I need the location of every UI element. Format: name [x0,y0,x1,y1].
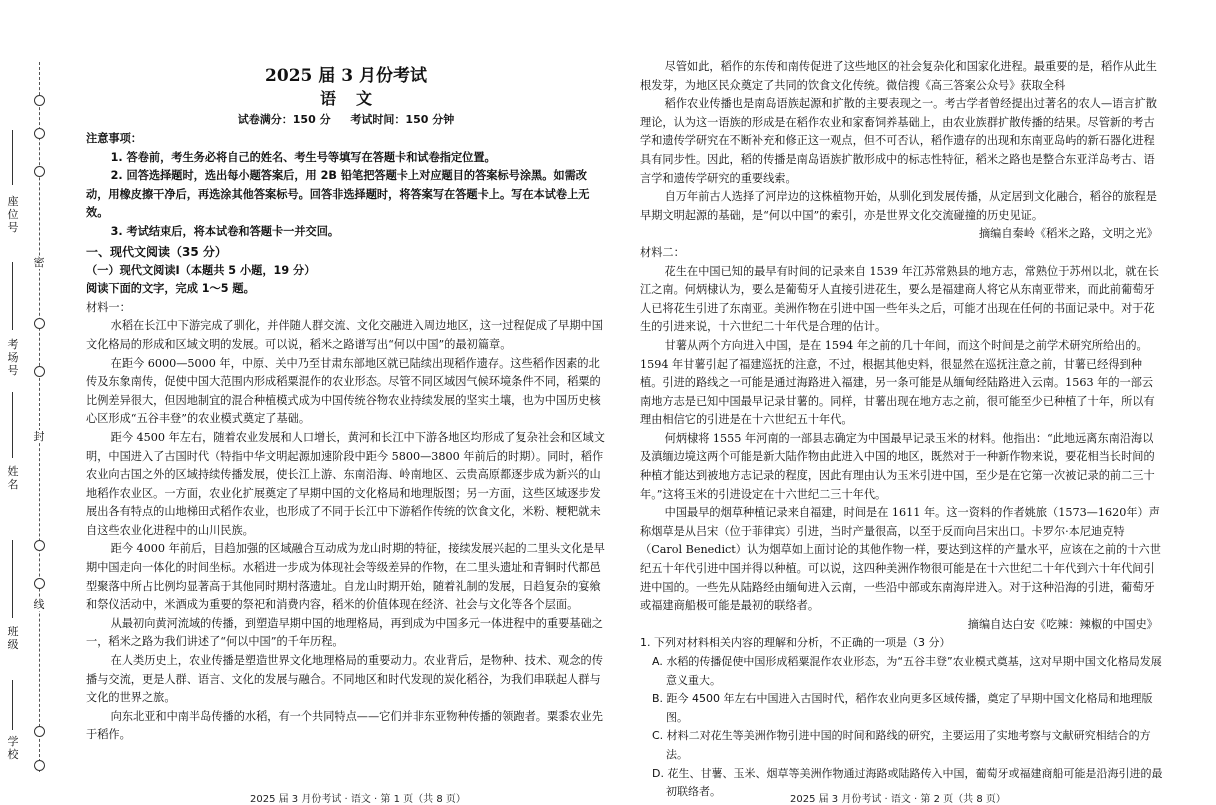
full-score: 试卷满分：150 分 [237,113,331,126]
paragraph: 稻作农业传播也是南岛语族起源和扩散的主要表现之一。考古学者曾经提出过著名的农人—语言扩散理论，认为这一语族的形成是在稻作农业和家畜饲养基础上，由农业族群扩散传播的结果。尽管新的考古学和遗传学研究在不断补充和修正这一观点，但不可否认，稻作遗存的出现和东南亚岛屿的新石器化进程具有同步性。因此，稻的传播是南岛语族扩散形成中的标志性特征，稻米之路也是整合东亚洋岛考古、语言学和遗传学研究的重要线索。 [640,97,1157,185]
school-label: 学校 [7,735,19,761]
paragraph: 花生在中国已知的最早有时间的记录来自 1539 年江苏常熟县的地方志，常熟位于苏州以北，就在长江之南。何炳棣认为，要么是葡萄牙人直接引进花生，要么是福建商人将它从东南亚带来，而此前葡萄牙人已将花生引进了东南亚。美洲作物在引进中国一些年头之后，可能才出现在任何的书面记录中。对于花生的引进来说，十六世纪二十年代是合理的估计。 [640,264,1159,334]
paragraph: 尽管如此，稻作的东传和南传促进了这些地区的社会复杂化和国家化进程。最重要的是，稻作从此生根发芽，为地区民众奠定了共同的饮食文化传统。微信搜《高三答案公众号》获取全科 [640,60,1157,92]
exam-title: 2025 届 3 月份考试 [265,66,427,86]
paragraph: 距今 4500 年左右，随着农业发展和人口增长，黄河和长江中下游各地区均形成了复杂社会和区域文明，中国进入了古国时代（特指中华文明起源加速阶段中距今 5800—3800 年前后的时期）。同时，稻作农业向古国之外的区域持续传播发展，使长江上游、东南沿海、岭南地区、云贵高原都逐步成为新兴的山地稻作农业区。一方面，农业化扩展奠定了早期中国的文化格局和地理版图；另一方面，这些区域逐步发展出各有特点的山地梯田式稻作农业，也形成了不同于长江中下游稻作传统的饮食文化，米粉、粳粑就未自这些农业化进程中的山川民族。 [86,430,605,537]
question-1: 1. 下列对材料相关内容的理解和分析，不正确的一项是（3 分） [640,636,951,650]
class-label: 班级 [7,625,19,651]
binding-hole [34,366,45,377]
seat-number-line [12,130,13,185]
paragraph: 在人类历史上，农业传播是塑造世界文化地理格局的重要动力。农业背后，是物种、技术、观念的传播与交流，更是人群、语言、文化的发展与融合。不同地区和时代发现的炭化稻谷，为我们串联起人群与文化的世界之旅。 [86,654,603,705]
seat-number-label: 座位号 [7,195,19,234]
school-line [12,680,13,730]
page-footer-right: 2025 届 3 月份考试 · 语文 · 第 2 页（共 8 页） [790,794,1006,805]
binding-hole [34,166,45,177]
subject-title: 语文 [319,89,392,108]
subsection-heading: （一）现代文阅读Ⅰ（本题共 5 小题，19 分） [86,263,316,277]
option-d: D. 花生、甘薯、玉米、烟草等美洲作物通过海路或陆路传入中国，葡萄牙或福建商船可能是沿海引进的最初联络者。 [652,766,1163,799]
notice-heading: 注意事项： [86,132,142,145]
page-footer-left: 2025 届 3 月份考试 · 语文 · 第 1 页（共 8 页） [250,794,466,805]
paragraph: 在距今 6000—5000 年，中原、关中乃至甘肃东部地区就已陆续出现稻作遗存。这些稻作因素的北传及东象南传，促使中国大范围内形成稻粟混作的农业形态。尽管不同区域因气候环境条件不同，稻粟的比例差异很大，但因地制宜的混合种植模式成为中国传统谷物农业持续发展的坚实土壤，也为中国历史核心区形成“五谷丰登”的农业模式奠定了基础。 [86,356,601,426]
paragraph: 中国最早的烟草种植记录来自福建，时间是在 1611 年。这一资料的作者姚旅（1573—1620年）声称烟草是从吕宋（位于菲律宾）引进，当时产量很高，以至于反而向吕宋出口。卡罗尔·本尼迪克特（Carol Benedict）认为烟草如上面讨论的其他作物一样，要达到这样的产量水平，应该在之前的十六世纪五十年代引进中国并得以种植。可以说，这四种美洲作物很可能是在十六世纪二十年代到六十年代间引进中国的。一些先从陆路经由缅甸进入云南，一些沿中部或东南海岸进入。对于这种沿海的引进，葡萄牙或福建商船极可能是最初的联络者。 [640,506,1161,613]
source-citation: 摘编自达白安《吃辣：辣椒的中国史》 [967,617,1158,631]
material-label: 材料二： [640,245,685,259]
notice-item: 2. 回答选择题时，选出每小题答案后，用 2B 铅笔把答题卡上对应题目的答案标号涂黑。如需改动，用橡皮擦干净后，再选涂其他答案标号。回答非选择题时，将答案写在答题卡上。写在本试卷上无效。 [86,169,590,220]
paragraph: 自万年前古人选择了河岸边的这株植物开始，从驯化到发展传播，从定居到文化融合，稻谷的旅程是早期文明起源的基础，是“何以中国”的索引，亦是世界文化交流碰撞的历史见证。 [640,190,1157,222]
right-column [640,58,1164,802]
paragraph: 距今 4000 年前后，目趋加强的区域融合互动成为龙山时期的特征，接续发展兴起的二里头文化是早期中国走向一体化的时间坐标。水稻进一步成为体现社会等级差异的作物，在二里头遗址和青铜时代都邑型聚落中所占比例均显著高于其他同时期村落遗址。自龙山时期开始，随着礼制的发展，日趋复杂的宴飨和祭仪活动中，米酒成为重要的祭祀和消费内容，稻米的价值体现在经济、社会与文化等各个层面。 [86,542,605,612]
binding-hole [34,540,45,551]
name-line [12,392,13,458]
exam-room-line [12,262,13,330]
paragraph: 甘薯从两个方向进入中国，是在 1594 年之前的几十年间，而这个时间是之前学术研究所给出的。1594 年甘薯引起了福建巡抚的注意，不过，根据其他史料，很显然在巡抚注意之前，甘薯已经得到种植。引进的路线之一可能是通过海路进入福建，另一条可能是从缅甸经陆路进入云南。1563 年的一部云南地方志是已知中国最早记录甘薯的。同样，甘薯出现在地方志之前，很可能至少已种植了十年，所以有理由相信它的引进是在十六世纪五十年代。 [640,338,1155,427]
notice-item: 3. 考试结束后，将本试卷和答题卡一并交回。 [110,224,340,238]
material-label: 材料一： [86,300,131,314]
binding-hole [34,318,45,329]
binding-hole [34,128,45,139]
paragraph: 从最初向黄河流域的传播，到塑造早期中国的地理格局，再到成为中国多元一体进程中的重要基础之一，稻米之路为我们讲述了“何以中国”的千年历程。 [86,616,603,649]
seal-mark-xian: 线 [33,598,45,611]
exam-room-label: 考场号 [7,338,19,377]
exam-meta [86,110,606,130]
class-line [12,540,13,618]
instruction: 阅读下面的文字，完成 1～5 题。 [86,282,255,296]
left-column [86,64,606,745]
paragraph: 水稻在长江中下游完成了驯化，并伴随人群交流、文化交融进入周边地区，这一过程促成了早期中国文化格局的形成和区域文明的发展。可以说，稻米之路谱写出“何以中国”的最初篇章。 [86,319,603,351]
paragraph: 向东北亚和中南半岛传播的水稻，有一个共同特点——它们并非东亚物种传播的领跑者。粟黍农业先于稻作。 [86,709,603,742]
seal-mark-mi: 密 [33,256,45,269]
binding-hole [34,760,45,771]
binding-hole [34,726,45,737]
binding-hole [34,95,45,106]
binding-margin [0,0,60,800]
source-citation: 摘编自秦岭《稻米之路，文明之光》 [978,227,1158,241]
section-heading: 一、现代文阅读（35 分） [86,244,227,259]
option-c: C. 材料二对花生等美洲作物引进中国的时间和路线的研究，主要运用了实地考察与文献研究相结合的方法。 [652,729,1151,761]
paragraph: 何炳棣将 1555 年河南的一部县志确定为中国最早记录玉米的材料。他指出：“此地远离东南沿海以及滇缅边境这两个可能是新大陆作物由此进入中国的地区，既然对于一种新作物来说，要花相当长时间的种植才能达到被地方志记录的程度，因此有理由认为玉米引进中国，至少是在它第一次被记录的前二三十年。”这将玉米的引进设定在十六世纪二三十年代。 [640,431,1155,501]
name-label: 姓名 [7,465,19,491]
binding-hole [34,578,45,589]
seal-mark-feng: 封 [33,430,45,443]
exam-time: 考试时间：150 分钟 [350,113,455,126]
option-b: B. 距今 4500 年左右中国进入古国时代，稻作农业向更多区域传播，奠定了早期中国文化格局和地理版图。 [652,692,1153,724]
notice-item: 1. 答卷前，考生务必将自己的姓名、考生号等填写在答题卡和试卷指定位置。 [110,150,496,164]
option-a: A. 水稻的传播促使中国形成稻粟混作农业形态，为“五谷丰登”农业模式奠基，这对早期中国文化格局发展意义重大。 [652,655,1162,687]
